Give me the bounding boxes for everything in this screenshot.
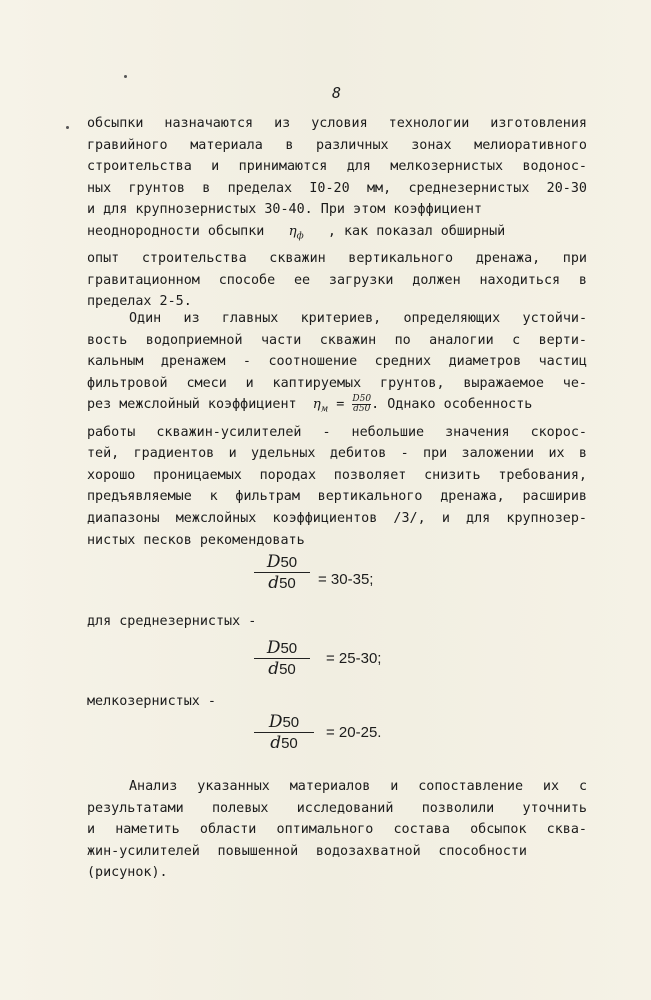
formula-3-den-symbol: d [270, 733, 282, 753]
formula-3-num-symbol: D [268, 712, 283, 732]
text-line: гравитационном способе ее загрузки должен находиться в [87, 272, 587, 288]
formula-3-den-value: 50 [281, 735, 298, 752]
text-line-with-symbol [87, 221, 587, 248]
inline-fraction [352, 395, 371, 414]
formula-3-fraction [254, 712, 314, 753]
text-line: Один из главных критериев, определяющих устойчи- [129, 311, 587, 326]
text-line: вость водоприемной части скважин по аналогии с верти- [87, 332, 587, 348]
formula-2-result: = 25-30; [326, 650, 382, 667]
formula-1-num-symbol: D [266, 552, 281, 572]
formula-1-num-value: 50 [280, 554, 298, 571]
formula-1-den-value: 50 [279, 575, 296, 592]
text-line: тей, градиентов и удельных дебитов - при заложении их в [87, 446, 587, 462]
text-line: жин-усилителей повышенной водозахватной способности [87, 843, 527, 859]
label-fine-grained: мелкозернистых - [87, 694, 216, 709]
text-line: кальным дренажем - соотношение средних диаметров частиц [87, 354, 587, 370]
formula-1-result: = 30-35; [318, 571, 374, 588]
text-line: ных грунтов в пределах I0-20 мм, среднезернистых 20-30 [87, 180, 587, 196]
formula-2-denominator [254, 659, 310, 679]
text-line-with-formula: рез межслойный коэффициент $\eta_м$ = $\frac{D50}{d50}$ . Однако особенность [87, 393, 533, 416]
formula-1-den-symbol: d [268, 573, 280, 593]
text-line: пределах 2-5. [87, 294, 192, 310]
scan-dot [124, 75, 127, 78]
inline-fraction-numerator: D50 [352, 393, 372, 404]
paragraph-2 [87, 308, 587, 551]
text-line: опыт строительства скважин вертикального дренажа, при [87, 251, 587, 267]
text-line: Анализ указанных материалов и сопоставление их с [129, 779, 587, 794]
text-line: (рисунок). [87, 865, 168, 881]
formula-3-numerator [254, 712, 314, 732]
formula-2-den-value: 50 [279, 661, 296, 678]
text-fragment: . Однако особенность [371, 397, 533, 413]
formula-1-fraction [254, 552, 310, 593]
text-line: и для крупнозернистых 30-40. При этом коэффициент [87, 202, 483, 218]
eta-f-symbol: η [288, 223, 297, 239]
paragraph-1 [87, 113, 587, 313]
formula-2-numerator [254, 638, 310, 658]
eta-m-symbol: η [312, 397, 321, 413]
formula-2-num-value: 50 [280, 640, 298, 657]
text-line: работы скважин-усилителей - небольшие значения скорос- [87, 424, 587, 440]
text-fragment: , как показал обширный [327, 223, 506, 239]
scan-dot [66, 126, 69, 129]
formula-2-num-symbol: D [266, 638, 281, 658]
eta-f-subscript: ф [296, 231, 304, 242]
label-medium-grained: для среднезернистых - [87, 614, 257, 629]
text-line: результатами полевых исследований позволили уточнить [87, 800, 587, 816]
formula-1-numerator [254, 552, 310, 572]
text-line: обсыпки назначаются из условия технологии изготовления [87, 116, 587, 131]
text-line: и наметить области оптимального состава обсыпок сква- [87, 822, 587, 838]
inline-fraction-denominator: d50 [353, 403, 371, 414]
page-number: 8 [332, 84, 342, 102]
formula-3-denominator [254, 733, 314, 753]
text-fragment: рез межслойный коэффициент [87, 397, 297, 413]
text-line: нистых песков рекомендовать [87, 532, 305, 548]
formula-1-denominator [254, 573, 310, 593]
text-line: строительства и принимаются для мелкозернистых водонос- [87, 159, 587, 175]
formula-3-num-value: 50 [282, 714, 300, 731]
formula-2-den-symbol: d [268, 659, 280, 679]
text-line: диапазоны межслойных коэффициентов /3/, и для крупнозер- [87, 511, 587, 527]
formula-3-result: = 20-25. [326, 724, 382, 741]
text-line: гравийного материала в различных зонах мелиоративного [87, 137, 587, 153]
paragraph-3 [87, 776, 587, 884]
text-line: хорошо проницаемых породах позволяет снизить требования, [87, 467, 587, 483]
eta-m-subscript: м [320, 405, 329, 416]
text-line: предъявляемые к фильтрам вертикального дренажа, расширив [87, 489, 587, 505]
formula-2-fraction [254, 638, 310, 679]
text-line: фильтровой смеси и каптируемых грунтов, выражаемое че- [87, 375, 587, 391]
text-fragment: неоднородности обсыпки [87, 223, 265, 239]
